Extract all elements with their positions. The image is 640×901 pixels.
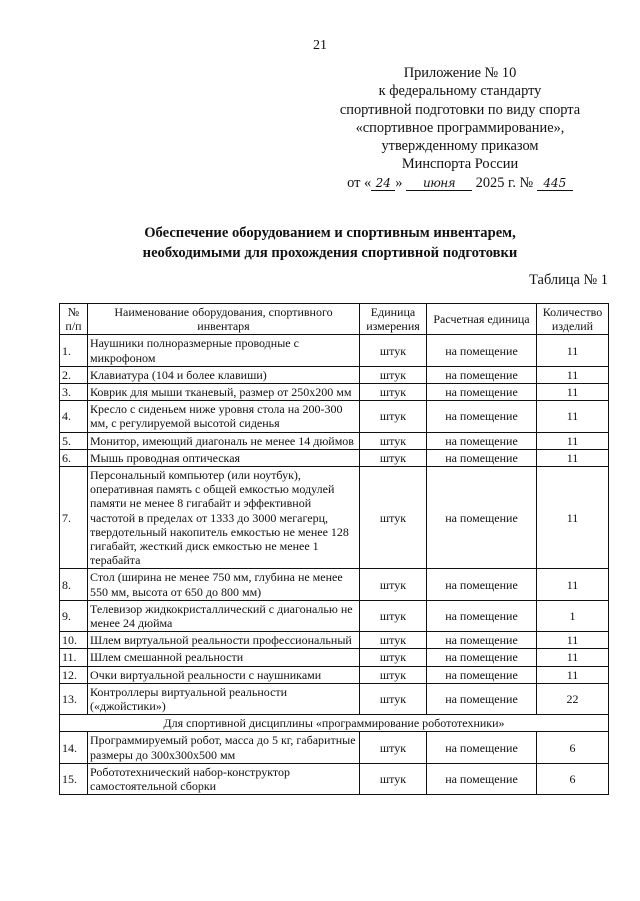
row-name: Шлем смешанной реальности	[88, 649, 360, 666]
row-num: 15.	[60, 763, 88, 794]
section-header-row	[60, 715, 609, 732]
row-qty: 11	[537, 432, 609, 449]
header-num: № п/п	[60, 304, 88, 335]
row-qty: 6	[537, 732, 609, 763]
row-name: Коврик для мыши тканевый, размер от 250х200 мм	[88, 384, 360, 401]
row-unit: штук	[360, 666, 427, 683]
row-qty: 11	[537, 632, 609, 649]
row-qty: 11	[537, 467, 609, 569]
appendix-line: утвержденному приказом	[381, 138, 539, 155]
row-name: Персональный компьютер (или ноутбук), оперативная память с общей емкостью модулей памяти не менее 8 гигабайт и эффективной частотой в пределах от 1333 до 3000 мегагерц, твердотельный накопитель емкостью не менее 128 гигабайт, жесткий диск емкостью не менее 1 терабайта	[88, 467, 360, 569]
row-unit: штук	[360, 649, 427, 666]
appendix-line: к федеральному стандарту	[378, 83, 542, 100]
row-name: Контроллеры виртуальной реальности («джойстики»)	[88, 683, 360, 714]
row-num: 11.	[60, 649, 88, 666]
table-row	[60, 600, 609, 631]
row-num: 6.	[60, 449, 88, 466]
order-year: 2025 г. №	[475, 174, 534, 191]
row-num: 14.	[60, 732, 88, 763]
page-number: 21	[313, 38, 327, 53]
title-line: Обеспечение оборудованием и спортивным инвентарем,	[144, 225, 516, 241]
appendix-line: Приложение № 10	[403, 65, 517, 81]
order-prefix: от «	[347, 174, 372, 191]
row-num: 13.	[60, 683, 88, 714]
table-row	[60, 683, 609, 714]
order-number-handwritten: 445	[537, 177, 573, 191]
row-name: Стол (ширина не менее 750 мм, глубина не менее 550 мм, высота от 650 до 800 мм)	[88, 569, 360, 600]
row-qty: 22	[537, 683, 609, 714]
table-row	[60, 649, 609, 666]
table-row	[60, 467, 609, 569]
section-label: Для спортивной дисциплины «программирование робототехники»	[60, 715, 609, 732]
row-calc: на помещение	[427, 632, 537, 649]
row-calc: на помещение	[427, 683, 537, 714]
order-date-line	[315, 174, 605, 192]
row-qty: 1	[537, 600, 609, 631]
row-calc: на помещение	[427, 432, 537, 449]
header-unit: Единица измерения	[360, 304, 427, 335]
row-name: Программируемый робот, масса до 5 кг, габаритные размеры до 300х300х500 мм	[88, 732, 360, 763]
row-calc: на помещение	[427, 732, 537, 763]
row-name: Телевизор жидкокристаллический с диагональю не менее 24 дюйма	[88, 600, 360, 631]
row-calc: на помещение	[427, 449, 537, 466]
table-row	[60, 632, 609, 649]
table-row	[60, 335, 609, 366]
row-name: Клавиатура (104 и более клавиши)	[88, 366, 360, 383]
appendix-header	[315, 64, 605, 192]
document-title	[60, 223, 600, 263]
row-calc: на помещение	[427, 600, 537, 631]
table-row	[60, 763, 609, 794]
row-calc: на помещение	[427, 401, 537, 432]
row-unit: штук	[360, 732, 427, 763]
row-qty: 11	[537, 384, 609, 401]
header-qty: Количество изделий	[537, 304, 609, 335]
row-calc: на помещение	[427, 763, 537, 794]
row-calc: на помещение	[427, 467, 537, 569]
row-calc: на помещение	[427, 569, 537, 600]
table-row	[60, 432, 609, 449]
table-row	[60, 401, 609, 432]
row-qty: 11	[537, 449, 609, 466]
row-num: 5.	[60, 432, 88, 449]
appendix-line: Минспорта России	[401, 156, 519, 173]
row-name: Монитор, имеющий диагональ не менее 14 дюймов	[88, 432, 360, 449]
row-unit: штук	[360, 569, 427, 600]
row-num: 3.	[60, 384, 88, 401]
header-name: Наименование оборудования, спортивного инвентаря	[88, 304, 360, 335]
order-day-handwritten: 24	[371, 177, 395, 191]
order-mid: »	[395, 174, 403, 191]
table-row	[60, 384, 609, 401]
row-unit: штук	[360, 335, 427, 366]
table-row	[60, 732, 609, 763]
row-num: 12.	[60, 666, 88, 683]
title-line: необходимыми для прохождения спортивной подготовки	[142, 245, 518, 261]
row-name: Мышь проводная оптическая	[88, 449, 360, 466]
row-num: 8.	[60, 569, 88, 600]
row-unit: штук	[360, 401, 427, 432]
row-qty: 11	[537, 569, 609, 600]
table-row	[60, 449, 609, 466]
row-calc: на помещение	[427, 366, 537, 383]
row-name: Робототехнический набор-конструктор самостоятельной сборки	[88, 763, 360, 794]
row-name: Шлем виртуальной реальности профессиональный	[88, 632, 360, 649]
appendix-line: «спортивное программирование»,	[355, 119, 565, 136]
row-unit: штук	[360, 763, 427, 794]
row-unit: штук	[360, 600, 427, 631]
table-row	[60, 366, 609, 383]
row-calc: на помещение	[427, 335, 537, 366]
row-name: Кресло с сиденьем ниже уровня стола на 200-300 мм, с регулируемой высотой сиденья	[88, 401, 360, 432]
row-num: 10.	[60, 632, 88, 649]
row-unit: штук	[360, 467, 427, 569]
row-num: 9.	[60, 600, 88, 631]
row-num: 2.	[60, 366, 88, 383]
row-num: 4.	[60, 401, 88, 432]
row-qty: 6	[537, 763, 609, 794]
row-qty: 11	[537, 649, 609, 666]
row-unit: штук	[360, 632, 427, 649]
order-month-handwritten: июня	[406, 177, 472, 191]
table-header-row	[60, 304, 609, 335]
row-name: Очки виртуальной реальности с наушниками	[88, 666, 360, 683]
table-row	[60, 666, 609, 683]
row-calc: на помещение	[427, 384, 537, 401]
row-qty: 11	[537, 666, 609, 683]
row-unit: штук	[360, 432, 427, 449]
row-qty: 11	[537, 401, 609, 432]
equipment-table	[59, 303, 609, 795]
row-num: 1.	[60, 335, 88, 366]
row-qty: 11	[537, 335, 609, 366]
row-unit: штук	[360, 683, 427, 714]
row-unit: штук	[360, 384, 427, 401]
table-caption: Таблица № 1	[529, 272, 608, 288]
row-num: 7.	[60, 467, 88, 569]
row-unit: штук	[360, 366, 427, 383]
appendix-line: спортивной подготовки по виду спорта	[339, 101, 581, 118]
row-qty: 11	[537, 366, 609, 383]
row-calc: на помещение	[427, 649, 537, 666]
row-name: Наушники полноразмерные проводные с микрофоном	[88, 335, 360, 366]
header-calc: Расчетная единица	[427, 304, 537, 335]
table-row	[60, 569, 609, 600]
row-unit: штук	[360, 449, 427, 466]
row-calc: на помещение	[427, 666, 537, 683]
